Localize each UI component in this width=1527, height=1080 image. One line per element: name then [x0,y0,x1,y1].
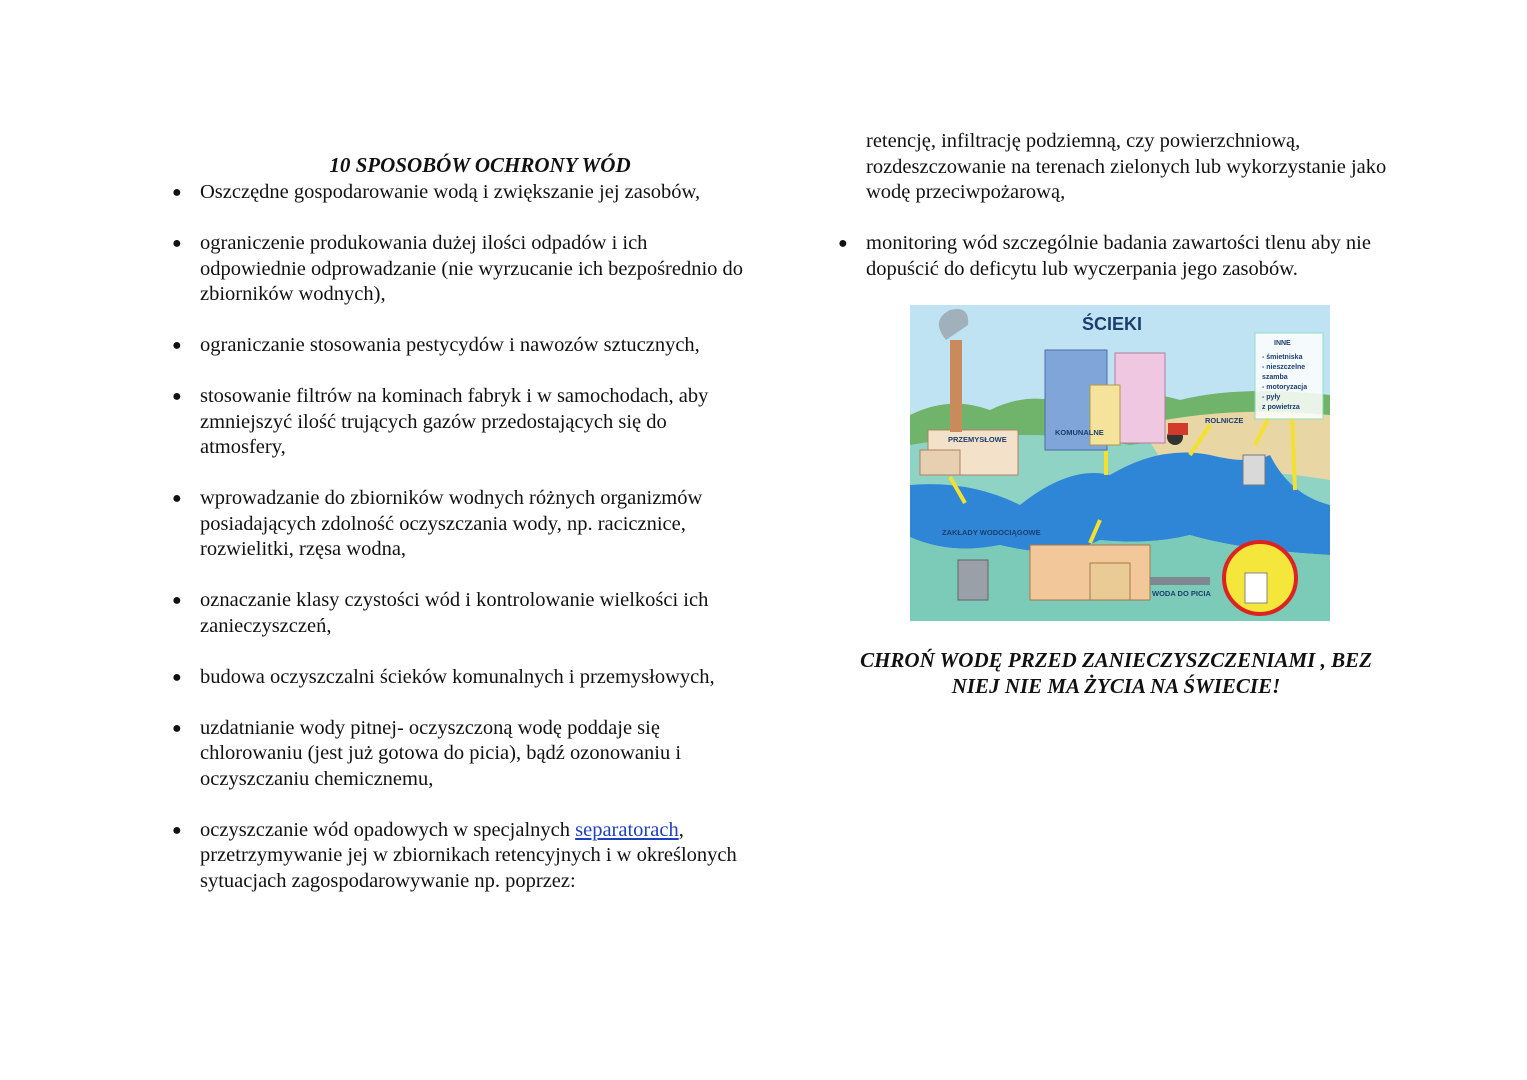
list-item: ● stosowanie filtrów na kominach fabryk i w samochodach, aby zmniejszyć ilość trujących gazów przedostających się do atmosfery, [172,385,709,458]
separators-link[interactable]: separatorach [575,818,679,841]
list-item-last: ● oczyszczanie wód opadowych w specjalnych separatorach, przetrzymywanie jej w zbiornikach retencyjnych i w określonych sytuacjach zagospodarowywanie np. poprzez: [172,818,737,892]
document-title: 10 SPOSOBÓW OCHRONY WÓD [329,153,631,177]
list-item: ● ograniczanie stosowania pestycydów i nawozów sztucznych, [172,333,752,359]
bullet-icon: ● [172,337,182,354]
list-item-continuation: retencję, infiltrację podziemną, czy powierzchniową, rozdeszczowanie na terenach zielonych lub wykorzystanie jako wodę przeciwpożarową, [866,130,1387,203]
bullet-icon: ● [838,235,848,252]
bullet-icon: ● [172,592,182,609]
list-item: ● uzdatnianie wody pitnej- oczyszczoną wodę poddaje się chlorowaniu (jest już gotowa do picia), bądź ozonowaniu i oczyszczaniu chemicznemu, [172,716,682,790]
label-other-item: szamba [1262,374,1288,381]
label-drinking-water: WODA DO PICIA [1152,589,1211,598]
list-item: ● Oszczędne gospodarowanie wodą i zwiększanie jej zasobów, [172,180,752,206]
bullet-icon: ● [172,388,182,405]
right-column [838,129,1398,282]
wastewater-illustration [910,305,1330,621]
label-industrial: PRZEMYSŁOWE [948,435,1007,444]
label-other-item: - nieszczelne [1262,364,1306,371]
label-agricultural: ROLNICZE [1205,416,1244,425]
list-item: ● budowa oczyszczalni ścieków komunalnych i przemysłowych, [172,665,752,691]
bullet-icon: ● [172,184,182,201]
bullet-icon: ● [172,719,182,737]
label-waterworks: ZAKŁADY WODOCIĄGOWE [942,528,1041,537]
label-other-title: INNE [1274,340,1291,347]
list-item: ● monitoring wód szczególnie badania zawartości tlenu aby nie dopuścić do deficytu lub wyczerpania jego zasobów. [838,232,1371,280]
bullet-icon: ● [172,490,182,507]
figure-title: ŚCIEKI [1082,314,1143,334]
label-other-item: - pyły [1262,394,1281,401]
bullet-icon: ● [172,668,182,686]
list-item: ● oznaczanie klasy czystości wód i kontrolowanie wielkości ich zanieczyszczeń, [172,589,709,637]
list-item: ● wprowadzanie do zbiorników wodnych różnych organizmów posiadających zdolność oczyszczania wody, np. racicznice, rozwielitki, rzęsa wodna, [172,487,703,560]
left-column [172,180,752,894]
label-other-item: - motoryzacja [1262,384,1308,391]
bullet-icon: ● [172,821,182,839]
label-other-item: - śmietniska [1262,354,1303,361]
list-item: ● ograniczenie produkowania dużej ilości odpadów i ich odpowiednie odprowadzanie (nie wyrzucanie ich bezpośrednio do zbiorników wodnych), [172,232,744,305]
bullet-icon: ● [172,235,182,252]
label-other-item: z powietrza [1262,404,1300,411]
slogan: CHROŃ WODĘ PRZED ZANIECZYSZCZENIAMI , BEZ NIEJ NIE MA ŻYCIA NA ŚWIECIE! [860,648,1372,698]
label-communal: KOMUNALNE [1055,428,1104,437]
